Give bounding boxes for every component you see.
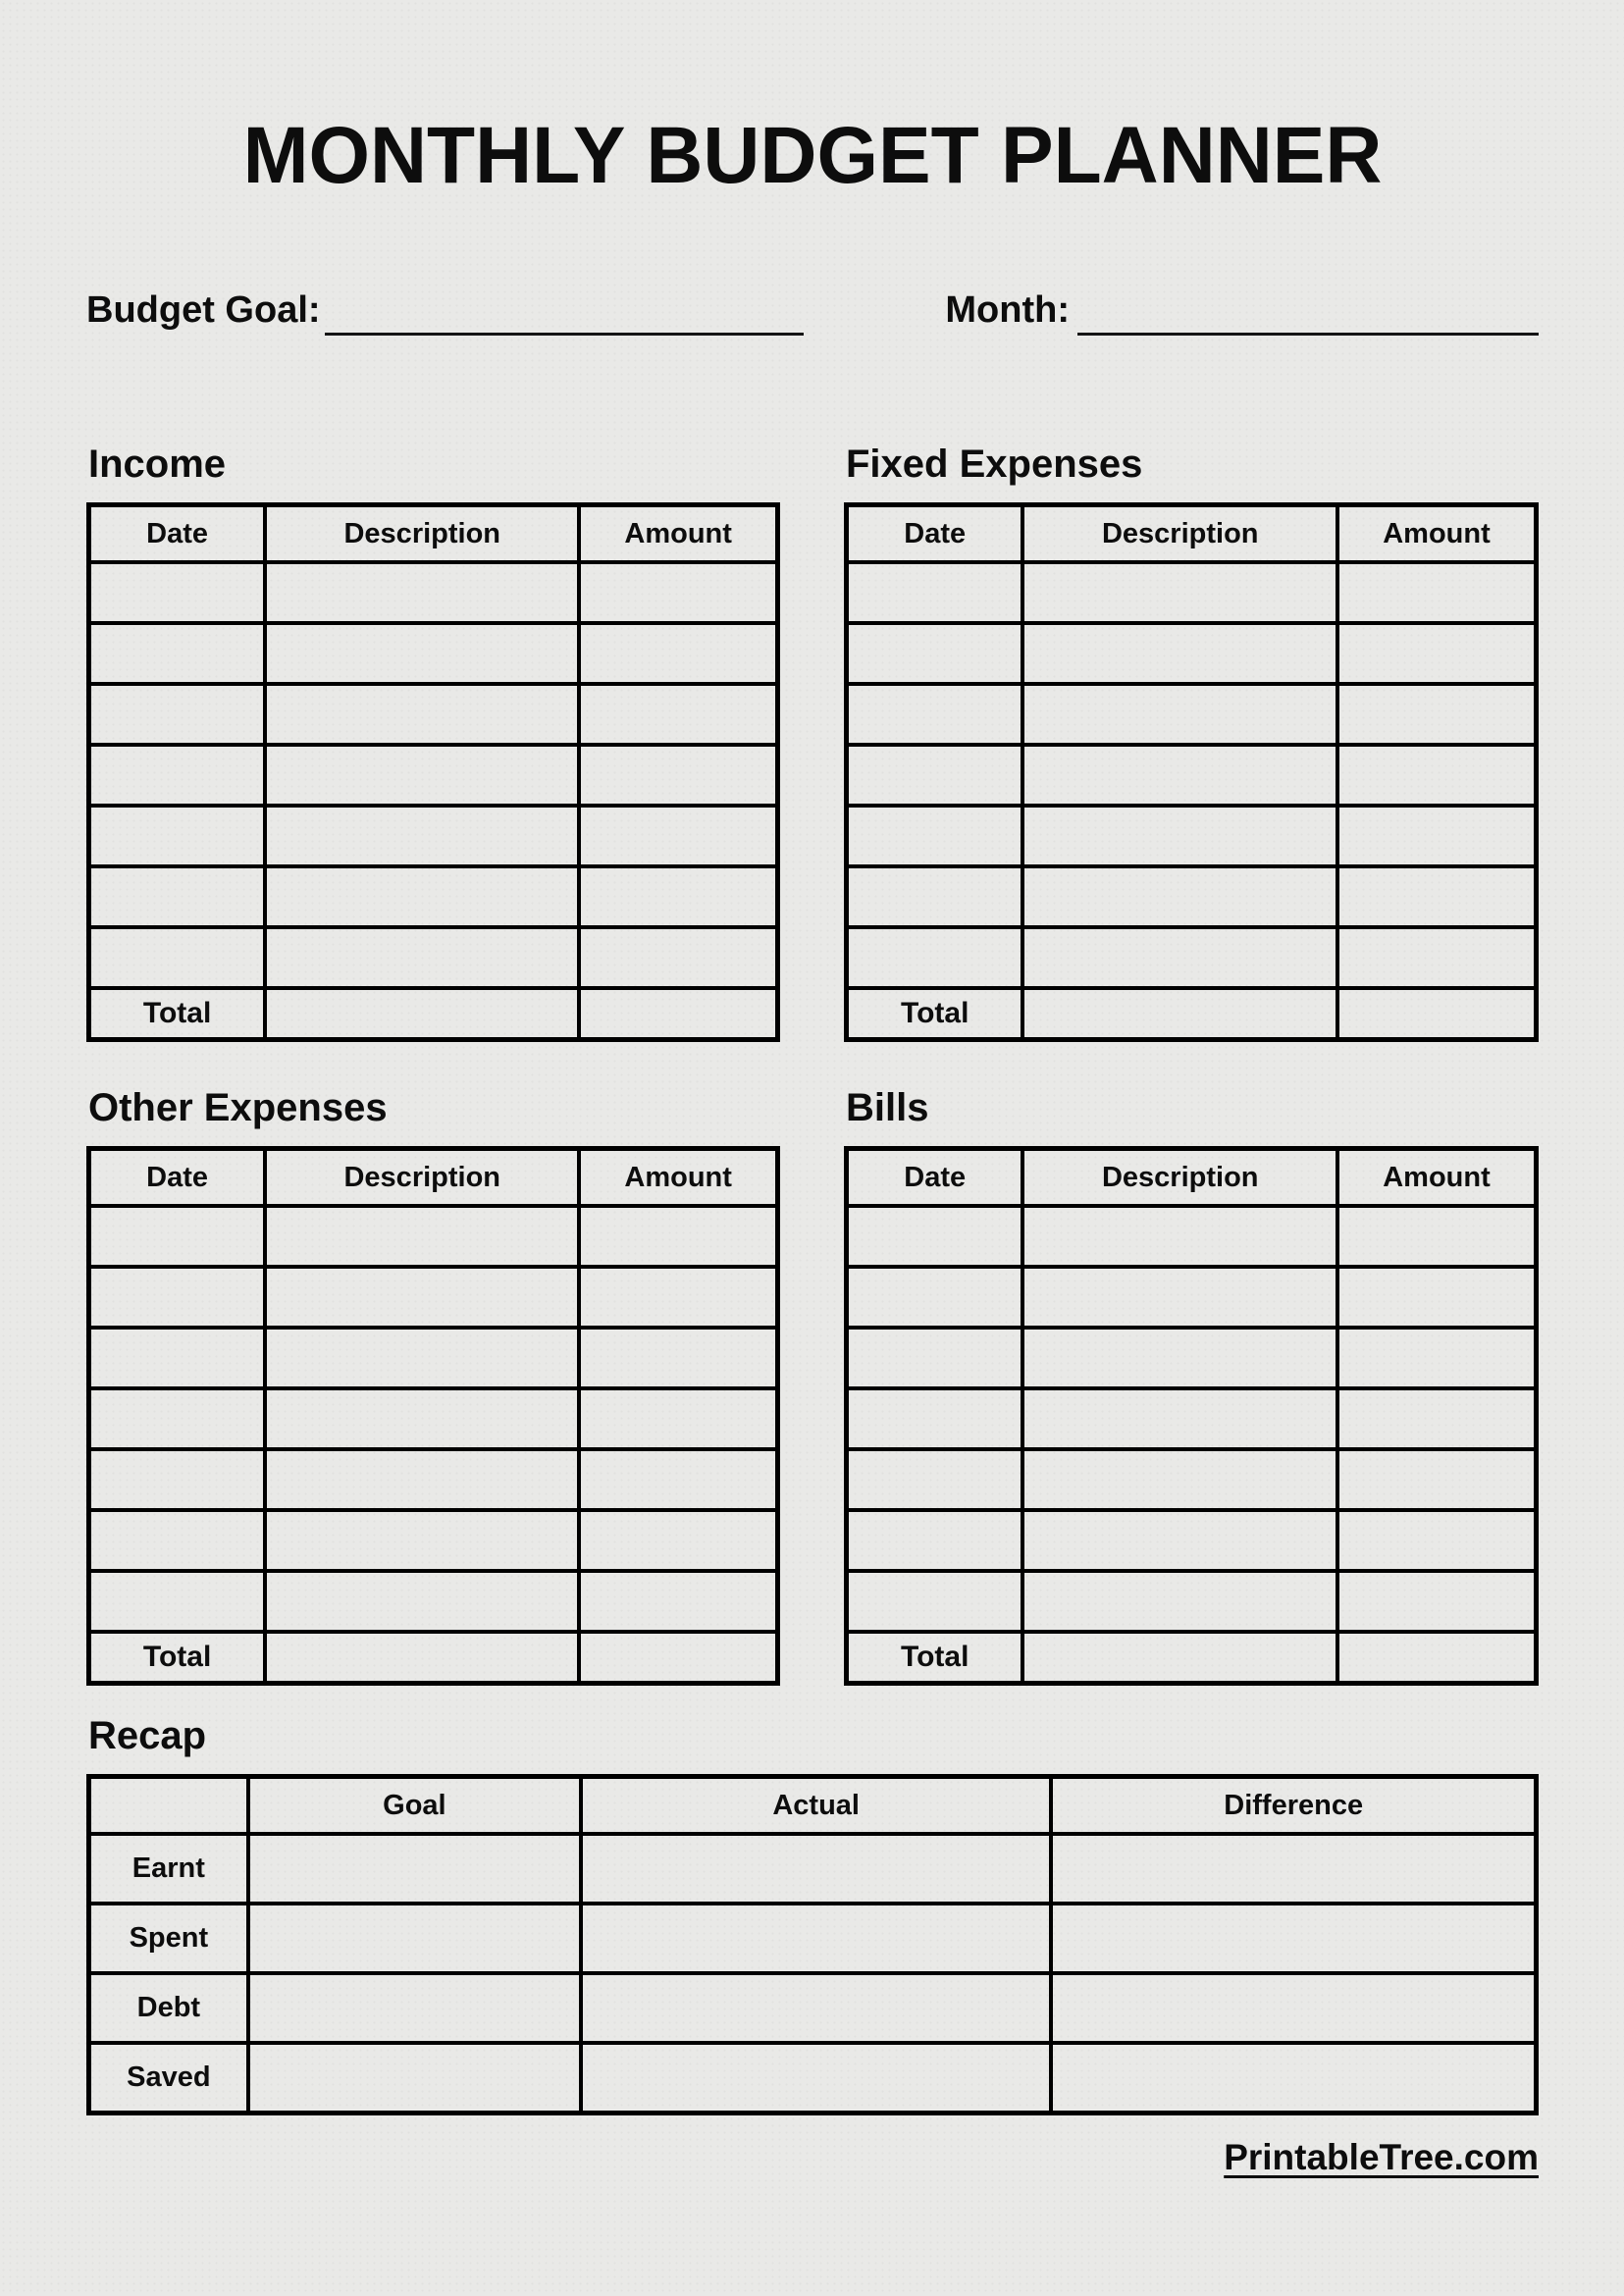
footer-link[interactable]: PrintableTree.com (1224, 2136, 1539, 2177)
empty-cell (265, 1328, 579, 1388)
empty-cell (847, 623, 1023, 684)
total-amount-cell (579, 1632, 777, 1684)
total-description-cell (265, 988, 579, 1040)
empty-cell (1022, 1388, 1337, 1449)
empty-cell (581, 1834, 1051, 1904)
recap-row-label: Spent (89, 1904, 248, 1973)
empty-cell (1022, 623, 1337, 684)
empty-cell (579, 623, 777, 684)
recap-row (89, 1834, 1537, 1904)
empty-cell (89, 684, 266, 745)
empty-cell (265, 684, 579, 745)
entry-row (89, 1449, 778, 1510)
entry-rows (89, 562, 778, 988)
total-label: Total (847, 1632, 1023, 1684)
description-column-header: Description (265, 1149, 579, 1207)
empty-cell (579, 562, 777, 623)
entry-row (89, 745, 778, 806)
header-row (89, 1149, 778, 1207)
empty-cell (581, 1904, 1051, 1973)
entry-row (847, 1267, 1537, 1328)
empty-cell (579, 1388, 777, 1449)
total-label: Total (89, 988, 266, 1040)
empty-cell (248, 1973, 581, 2043)
empty-cell (847, 1449, 1023, 1510)
total-description-cell (1022, 988, 1337, 1040)
empty-cell (1022, 1206, 1337, 1267)
recap-row-label: Debt (89, 1973, 248, 2043)
total-description-cell (1022, 1632, 1337, 1684)
recap-row (89, 1904, 1537, 1973)
empty-cell (89, 1449, 266, 1510)
entry-row (847, 745, 1537, 806)
empty-cell (265, 806, 579, 866)
entry-tables-grid (86, 442, 1539, 1686)
header-row (847, 1149, 1537, 1207)
empty-cell (579, 1449, 777, 1510)
empty-cell (1337, 623, 1536, 684)
empty-cell (1337, 806, 1536, 866)
total-row (89, 1632, 778, 1684)
entry-row (89, 684, 778, 745)
empty-cell (265, 1206, 579, 1267)
total-description-cell (265, 1632, 579, 1684)
empty-cell (579, 1571, 777, 1632)
empty-cell (1022, 866, 1337, 927)
section-other-expenses (86, 1085, 780, 1686)
description-column-header: Description (1022, 505, 1337, 563)
empty-cell (89, 1206, 266, 1267)
empty-cell (1051, 1904, 1536, 1973)
date-column-header: Date (89, 505, 266, 563)
empty-cell (1337, 1328, 1536, 1388)
recap-corner-cell (89, 1777, 248, 1835)
empty-cell (579, 1206, 777, 1267)
entry-row (847, 1328, 1537, 1388)
budget-goal-label: Budget Goal: (86, 289, 321, 332)
empty-cell (265, 927, 579, 988)
empty-cell (89, 1267, 266, 1328)
empty-cell (265, 1449, 579, 1510)
empty-cell (89, 623, 266, 684)
recap-row (89, 2043, 1537, 2113)
recap-table (86, 1774, 1539, 2115)
empty-cell (265, 1571, 579, 1632)
entry-row (89, 806, 778, 866)
empty-cell (1337, 1267, 1536, 1328)
empty-cell (1022, 562, 1337, 623)
empty-cell (89, 1388, 266, 1449)
empty-cell (847, 1206, 1023, 1267)
entry-row (89, 866, 778, 927)
total-label: Total (89, 1632, 266, 1684)
entry-row (89, 1388, 778, 1449)
description-column-header: Description (1022, 1149, 1337, 1207)
empty-cell (248, 2043, 581, 2113)
empty-cell (1337, 745, 1536, 806)
page-title: MONTHLY BUDGET PLANNER (242, 111, 1383, 200)
goal-column-header: Goal (248, 1777, 581, 1835)
entry-row (847, 684, 1537, 745)
empty-cell (1337, 1206, 1536, 1267)
total-row (847, 988, 1537, 1040)
entry-row (89, 562, 778, 623)
empty-cell (579, 806, 777, 866)
entry-row (847, 1571, 1537, 1632)
entry-row (847, 1449, 1537, 1510)
empty-cell (1337, 562, 1536, 623)
empty-cell (847, 562, 1023, 623)
empty-cell (89, 1328, 266, 1388)
empty-cell (265, 623, 579, 684)
month-field (945, 290, 1539, 332)
header-row (847, 505, 1537, 563)
budget-goal-blank-line (325, 333, 804, 336)
entry-row (89, 927, 778, 988)
entry-row (847, 1388, 1537, 1449)
empty-cell (89, 806, 266, 866)
empty-cell (265, 1388, 579, 1449)
recap-row-label: Saved (89, 2043, 248, 2113)
date-column-header: Date (89, 1149, 266, 1207)
section-bills (844, 1085, 1539, 1686)
recap-header-row (89, 1777, 1537, 1835)
empty-cell (1337, 1388, 1536, 1449)
entry-row (89, 1206, 778, 1267)
empty-cell (1022, 1328, 1337, 1388)
total-amount-cell (1337, 1632, 1536, 1684)
empty-cell (1337, 684, 1536, 745)
income-title: Income (88, 443, 227, 486)
entry-row (847, 806, 1537, 866)
empty-cell (1022, 1267, 1337, 1328)
budget-goal-field (86, 290, 804, 332)
empty-cell (1022, 1449, 1337, 1510)
entry-row (847, 866, 1537, 927)
empty-cell (265, 562, 579, 623)
total-label: Total (847, 988, 1023, 1040)
empty-cell (847, 866, 1023, 927)
fixed-expenses-table (844, 502, 1539, 1042)
section-income (86, 442, 780, 1042)
empty-cell (847, 1328, 1023, 1388)
bills-table (844, 1146, 1539, 1686)
total-amount-cell (1337, 988, 1536, 1040)
empty-cell (1337, 1510, 1536, 1571)
empty-cell (1022, 1571, 1337, 1632)
empty-cell (847, 1388, 1023, 1449)
empty-cell (1022, 745, 1337, 806)
entry-row (847, 562, 1537, 623)
empty-cell (1051, 2043, 1536, 2113)
date-column-header: Date (847, 1149, 1023, 1207)
amount-column-header: Amount (1337, 1149, 1536, 1207)
empty-cell (847, 1571, 1023, 1632)
empty-cell (579, 684, 777, 745)
empty-cell (89, 1510, 266, 1571)
fixed-expenses-title: Fixed Expenses (846, 443, 1143, 486)
section-fixed-expenses (844, 442, 1539, 1042)
amount-column-header: Amount (579, 505, 777, 563)
empty-cell (248, 1834, 581, 1904)
empty-cell (581, 2043, 1051, 2113)
entry-rows (847, 562, 1537, 988)
empty-cell (265, 866, 579, 927)
empty-cell (89, 1571, 266, 1632)
recap-title: Recap (88, 1714, 207, 1757)
empty-cell (1337, 866, 1536, 927)
empty-cell (248, 1904, 581, 1973)
empty-cell (1051, 1834, 1536, 1904)
entry-row (847, 1510, 1537, 1571)
empty-cell (579, 866, 777, 927)
bills-title: Bills (846, 1086, 929, 1129)
empty-cell (579, 1510, 777, 1571)
empty-cell (847, 927, 1023, 988)
empty-cell (89, 562, 266, 623)
empty-cell (1337, 927, 1536, 988)
entry-row (89, 623, 778, 684)
month-label: Month: (945, 289, 1070, 332)
actual-column-header: Actual (581, 1777, 1051, 1835)
empty-cell (1022, 1510, 1337, 1571)
other-expenses-title: Other Expenses (88, 1086, 388, 1129)
empty-cell (265, 1510, 579, 1571)
empty-cell (847, 684, 1023, 745)
empty-cell (847, 745, 1023, 806)
empty-cell (1337, 1449, 1536, 1510)
empty-cell (1022, 806, 1337, 866)
empty-cell (579, 1267, 777, 1328)
empty-cell (579, 745, 777, 806)
empty-cell (579, 1328, 777, 1388)
empty-cell (89, 927, 266, 988)
empty-cell (847, 1510, 1023, 1571)
entry-row (847, 623, 1537, 684)
entry-row (89, 1267, 778, 1328)
other-expenses-table (86, 1146, 780, 1686)
amount-column-header: Amount (1337, 505, 1536, 563)
empty-cell (847, 1267, 1023, 1328)
description-column-header: Description (265, 505, 579, 563)
empty-cell (89, 866, 266, 927)
date-column-header: Date (847, 505, 1023, 563)
recap-rows (89, 1834, 1537, 2113)
empty-cell (579, 927, 777, 988)
recap-row (89, 1973, 1537, 2043)
empty-cell (1022, 927, 1337, 988)
fill-in-fields-row (86, 281, 1539, 332)
empty-cell (581, 1973, 1051, 2043)
entry-row (847, 927, 1537, 988)
empty-cell (1022, 684, 1337, 745)
total-amount-cell (579, 988, 777, 1040)
amount-column-header: Amount (579, 1149, 777, 1207)
empty-cell (89, 745, 266, 806)
entry-rows (847, 1206, 1537, 1632)
recap-row-label: Earnt (89, 1834, 248, 1904)
entry-row (89, 1328, 778, 1388)
empty-cell (847, 806, 1023, 866)
month-blank-line (1077, 333, 1539, 336)
empty-cell (1337, 1571, 1536, 1632)
empty-cell (265, 1267, 579, 1328)
empty-cell (1051, 1973, 1536, 2043)
total-row (89, 988, 778, 1040)
income-table (86, 502, 780, 1042)
empty-cell (265, 745, 579, 806)
entry-row (89, 1510, 778, 1571)
entry-rows (89, 1206, 778, 1632)
total-row (847, 1632, 1537, 1684)
entry-row (89, 1571, 778, 1632)
footer (86, 2137, 1539, 2178)
header-row (89, 505, 778, 563)
entry-row (847, 1206, 1537, 1267)
section-recap (86, 1713, 1539, 2115)
difference-column-header: Difference (1051, 1777, 1536, 1835)
